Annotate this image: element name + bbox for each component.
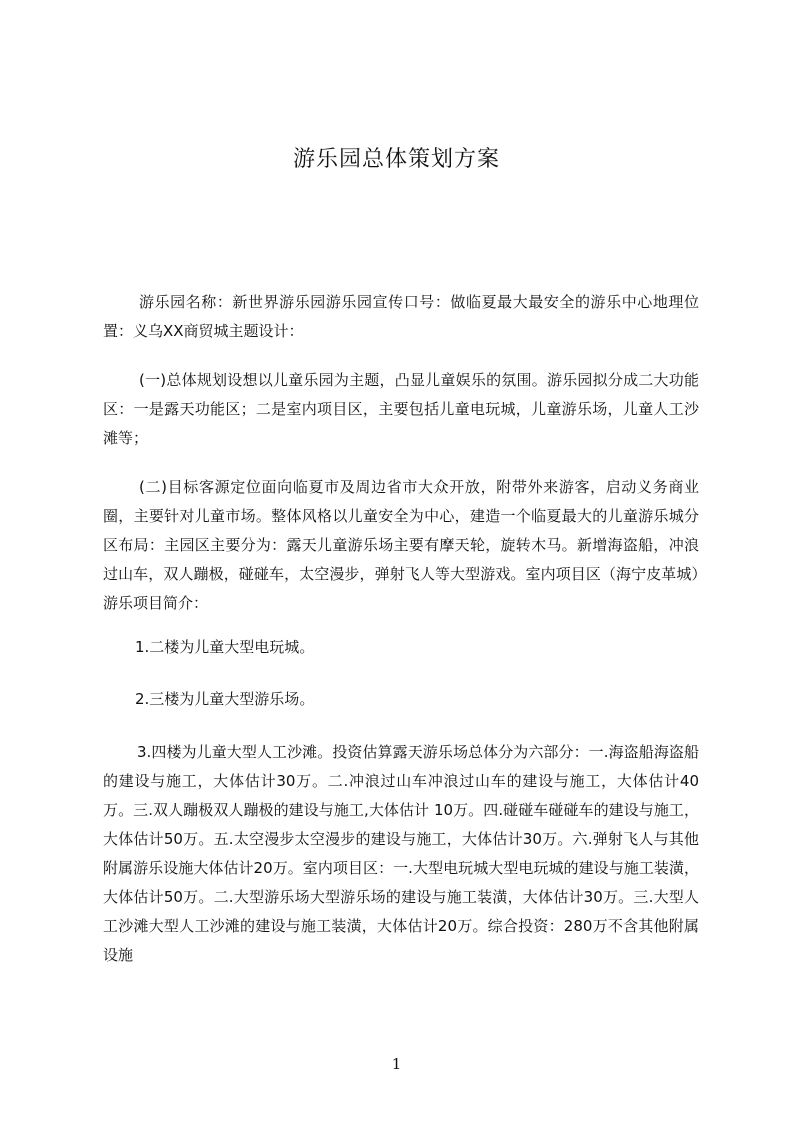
page-title: 游乐园总体策划方案 [292,147,500,172]
paragraph-investment-estimate: 3.四楼为儿童大型人工沙滩。投资估算露天游乐场总体分为六部分：一.海盗船海盗船的建设与施工，大体估计30万。二.冲浪过山车冲浪过山车的建设与施工，大体估计40万。三.双人蹦极双人蹦极的建设与施工,大体估计 10万。四.碰碰车碰碰车的建设与施工，大体估计50万。五.太空漫步太空漫步的建设与施工，大体估计30万。六.弹射飞人与其他附属游乐设施大体估计20万。室内项目区：一.大型电玩城大型电玩城的建设与施工装潢，大体估计50万。二.大型游乐场大型游乐场的建设与施工装潢，大体估计30万。三.大型人工沙滩大型人工沙滩的建设与施工装潢，大体估计20万。综合投资：280万不含其他附属设施 [103,743,699,964]
list-item-floor-2: 1.二楼为儿童大型电玩城。 [135,638,315,656]
paragraph-overall-plan: (一)总体规划设想以儿童乐园为主题，凸显儿童娱乐的氛围。游乐园拟分成二大功能区：一是露天功能区；二是室内项目区，主要包括儿童电玩城，儿童游乐场，儿童人工沙滩等； [103,371,699,447]
page-number: 1 [391,1055,402,1073]
paragraph-basic-info: 游乐园名称：新世界游乐园游乐园宣传口号：做临夏最大最安全的游乐中心地理位置：义乌XX商贸城主题设计： [103,293,699,340]
list-item-floor-3: 2.三楼为儿童大型游乐场。 [135,690,315,708]
paragraph-target-market: (二)目标客源定位面向临夏市及周边省市大众开放，附带外来游客，启动义务商业圈，主要针对儿童市场。整体风格以儿童安全为中心，建造一个临夏最大的儿童游乐城分区布局：主园区主要分为：露天儿童游乐场主要有摩天轮，旋转木马。新增海盗船，冲浪过山车，双人蹦极，碰碰车，太空漫步，弹射飞人等大型游戏。室内项目区（海宁皮革城）游乐项目简介： [103,478,699,612]
